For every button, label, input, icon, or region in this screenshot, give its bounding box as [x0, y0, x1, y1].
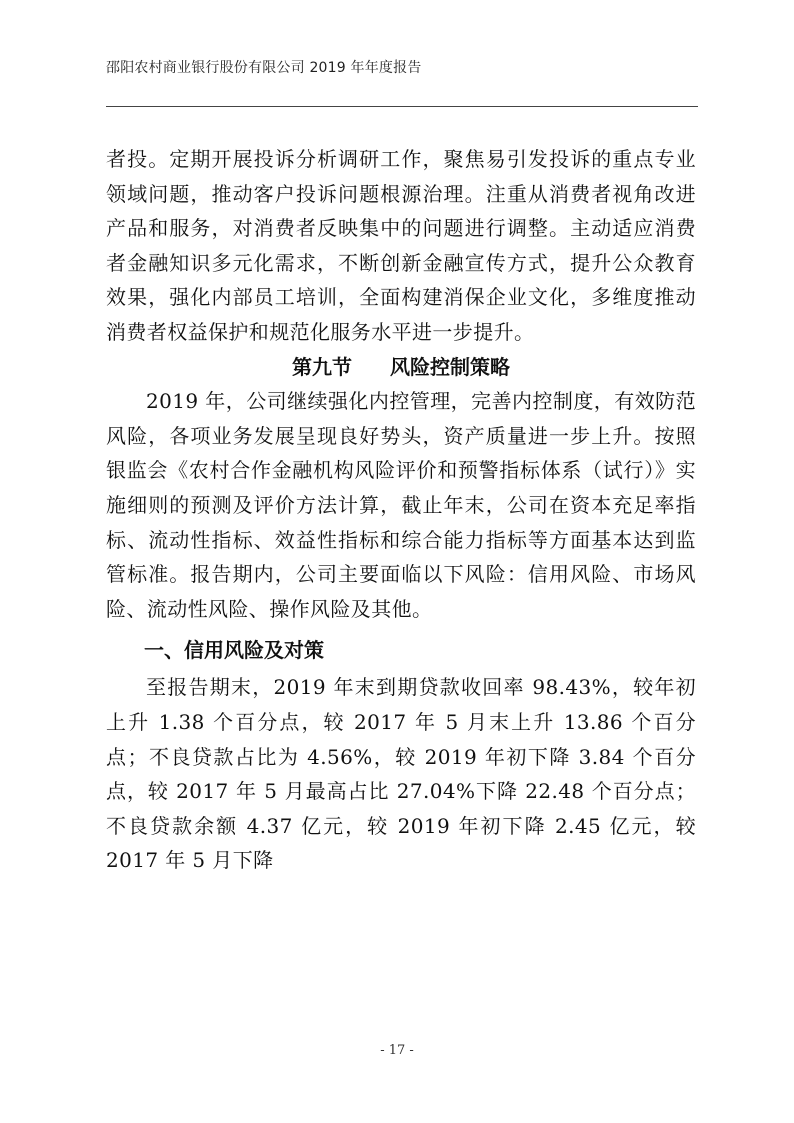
paragraph-consumer-protection: 者投。定期开展投诉分析调研工作，聚焦易引发投诉的重点专业领域问题，推动客户投诉问题根源治理。注重从消费者视角改进产品和服务，对消费者反映集中的问题进行调整。主动适应消费者金融知识多元化需求，不断创新金融宣传方式，提升公众教育效果，强化内部员工培训，全面构建消保企业文化，多维度推动消费者权益保护和规范化服务水平进一步提升。 [106, 147, 696, 344]
section-title: 风险控制策略 [390, 354, 510, 379]
page-header: 邵阳农村商业银行股份有限公司 2019 年年度报告 [106, 60, 422, 76]
subheading-credit-risk: 一、信用风险及对策 [144, 638, 324, 663]
page-number: - 17 - [380, 1043, 414, 1058]
section-heading [106, 350, 696, 385]
paragraph-risk-overview: 2019 年，公司继续强化内控管理，完善内控制度，有效防范风险，各项业务发展呈现良好势头，资产质量进一步上升。按照银监会《农村合作金融机构风险评价和预警指标体系（试行）》实施细则的预测及评价方法计算，截止年末，公司在资本充足率指标、流动性指标、效益性指标和综合能力指标等方面基本达到监管标准。报告期内，公司主要面临以下风险：信用风险、市场风险、流动性风险、操作风险及其他。 [106, 389, 696, 621]
section-number: 第九节 [292, 354, 352, 379]
document-body [106, 142, 696, 878]
paragraph-credit-risk: 至报告期末，2019 年末到期贷款收回率 98.43%，较年初上升 1.38 个百分点，较 2017 年 5 月末上升 13.86 个百分点；不良贷款占比为 4.56%，较 2019 年初下降 3.84 个百分点，较 2017 年 5 月最高占比 27.04%下降 22.48 个百分点；不良贷款余额 4.37 亿元，较 2019 年初下降 2.45 亿元，较 2017 年 5 月下降 [106, 675, 696, 873]
header-divider [106, 106, 698, 107]
